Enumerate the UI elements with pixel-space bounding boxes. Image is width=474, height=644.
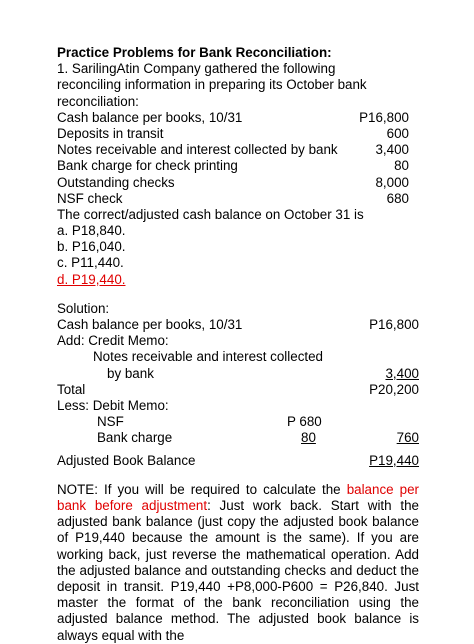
item-row xyxy=(57,142,419,158)
item-row xyxy=(57,158,419,174)
item-value: 600 xyxy=(386,125,409,141)
solution-cash-label: Cash balance per books, 10/31 xyxy=(57,317,243,332)
item-row xyxy=(57,191,419,207)
adjusted-value: P19,440 xyxy=(369,452,419,468)
item-value: 8,000 xyxy=(375,174,409,190)
nsf-label: NSF xyxy=(97,414,124,430)
intro-line-3: reconciliation: xyxy=(57,93,139,109)
solution-cash-value: P16,800 xyxy=(369,317,419,332)
choice-b: b. P16,040. xyxy=(57,239,126,255)
note-prefix: NOTE: If you will be required to calculate the xyxy=(57,481,347,497)
solution-row xyxy=(57,430,419,446)
problem-title: Practice Problems for Bank Reconciliation: xyxy=(57,45,332,60)
item-row xyxy=(57,175,419,191)
bank-charge-label: Bank charge xyxy=(97,430,173,446)
total-label: Total xyxy=(57,381,86,397)
notes-label-line1: Notes receivable and interest collected xyxy=(93,349,324,365)
credit-memo-label: Add: Credit Memo: xyxy=(57,333,169,349)
solution-row xyxy=(57,414,419,430)
total-value: P20,200 xyxy=(369,381,419,397)
item-value: 80 xyxy=(394,158,409,174)
solution-row xyxy=(57,317,419,333)
item-value: 3,400 xyxy=(375,142,409,158)
item-label: Outstanding checks xyxy=(57,174,175,190)
item-row xyxy=(57,126,419,142)
debit-total: 760 xyxy=(396,430,419,446)
item-row xyxy=(57,110,419,126)
intro-line-2: reconciling information in preparing its October bank xyxy=(57,77,367,93)
notes-value: 3,400 xyxy=(385,365,419,381)
bank-charge-value: 80 xyxy=(301,430,316,446)
solution-heading: Solution: xyxy=(57,300,110,316)
item-value: 680 xyxy=(386,190,409,206)
adjusted-label: Adjusted Book Balance xyxy=(57,452,196,468)
notes-label-line2: by bank xyxy=(107,365,154,381)
note-paragraph xyxy=(57,482,419,644)
nsf-value: P 680 xyxy=(287,414,322,430)
item-label: Bank charge for check printing xyxy=(57,158,238,174)
solution-row xyxy=(57,382,419,398)
item-label: Cash balance per books, 10/31 xyxy=(57,109,243,125)
document-body xyxy=(57,45,419,644)
solution-row xyxy=(57,366,419,382)
note-rest: : Just work back. Start with the adjusted bank balance (just copy the adjusted book balance of P19,440 because the amount is the same). If you are working back, just reverse the mathematical operation. Add the adjusted balance and outstanding checks and deduct the deposit in transit. P19,440 +P8,000-P600 = P26,840. Just master the format of the bank reconciliation using the adjusted balance method. The adjusted book balance is always equal with the xyxy=(57,497,419,643)
solution-row xyxy=(57,453,419,469)
intro-line-1: 1. SarilingAtin Company gathered the following xyxy=(57,61,336,77)
debit-memo-label: Less: Debit Memo: xyxy=(57,397,169,413)
item-label: Notes receivable and interest collected by bank xyxy=(57,142,338,158)
item-label: Deposits in transit xyxy=(57,125,164,141)
choice-a: a. P18,840. xyxy=(57,223,126,239)
question: The correct/adjusted cash balance on October 31 is xyxy=(57,206,364,222)
item-value: P16,800 xyxy=(359,109,409,125)
choice-d-answer: d. P19,440. xyxy=(57,271,126,287)
item-label: NSF check xyxy=(57,190,123,206)
note-highlight: balance per bank before adjustment xyxy=(57,481,420,513)
choice-c: c. P11,440. xyxy=(57,255,124,271)
